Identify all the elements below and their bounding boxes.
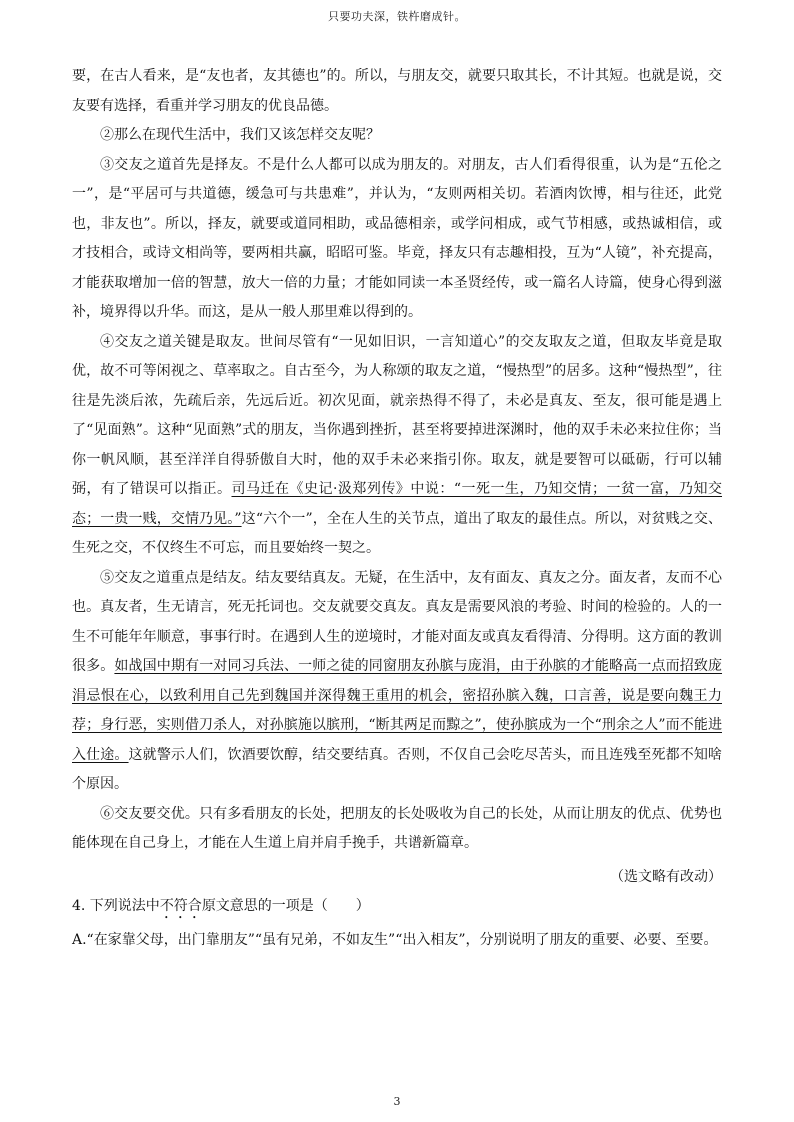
question-prefix: 4. 下列说法中 — [72, 898, 160, 914]
paragraph-6: ⑥交友要交优。只有多看朋友的长处，把朋友的长处吸收为自己的长处，从而让朋友的优点、优势也能体现在自己身上，才能在人生道上肩并肩手挽手，共谱新篇章。 — [72, 805, 722, 851]
question-suffix: 原文意思的一项是（ ） — [201, 898, 370, 914]
paragraph-4-text-a: ④交友之道关键是取友。世间尽管有“一见如旧识，一言知道心”的交友取友之道，但取友毕竟是取优，故不可等闲视之、草率取之。自古至今，为人称颂的取友之道，“慢热型”的居多。这种“慢热型”，往往是先淡后浓，先疏后亲，先远后近。初次见面，就亲热得不得了，未必是真友、至友，很可能是遇上了“见面熟”。这种“见面熟”式的朋友，当你遇到挫折，甚至将要掉进深渊时，他的双手未必来拉住你；当你一帆风顺，甚至洋洋自得骄傲自大时，他的双手未必来指引你。取友，就是要智可以砥砺，行可以辅弼，有了错误可以指正。 — [72, 333, 722, 497]
source-note: （选文略有改动） — [610, 868, 722, 885]
page-number: 3 — [393, 1095, 401, 1108]
paragraph-5-text-b: 这就警示人们，饮酒要饮醇，结交要结真。否则，不仅自己会吃尽苦头，而且连残至死都不知啥个原因。 — [72, 746, 723, 792]
paragraph-2: ②那么在现代生活中，我们又该怎样交友呢？ — [100, 127, 380, 143]
option-a: A.“在家靠父母，出门靠朋友”“虽有兄弟，不如友生”“出入相友”，分别说明了朋友的重要、必要、至要。 — [72, 932, 718, 948]
paragraph-5-text-a: ⑤交友之道重点是结友。结友要结真友。无疑，在生活中，友有面友、真友之分。面友者，友而不心也。真友者，生无请言，死无托词也。交友就要交真友。真友是需要风浪的考验、时间的检验的。人的一生不可能年年顺意，事事行时。在遇到人生的逆境时，才能对面友或真友看得清、分得明。这方面的教训很多。 — [72, 569, 722, 674]
paragraph-4-text-b: 这“六个一”，全在人生的关节点，道出了取友的最佳点。所以，对贫贱之交、生死之交，不仅终生不可忘，而且要始终一契之。 — [72, 510, 722, 556]
paragraph-3: ③交友之道首先是择友。不是什么人都可以成为朋友的。对朋友，古人们看得很重，认为是“五伦之一”，是“平居可与共道德，缓急可与共患难”，并认为，“友则两相关切。若酒肉饮博，相与往还，此党也，非友也”。所以，择友，就要或道同相助，或品德相亲，或学问相成，或气节相感，或热诚相信，或才技相合，或诗文相尚等，要两相共赢，昭昭可鉴。毕竟，择友只有志趣相投，互为“人镜”，补充提高，才能获取增加一倍的智慧，放大一倍的力量；才能如同读一本圣贤经传，或一篇名人诗篇，使身心得到滋补，境界得以升华。而这，是从一般人那里难以得到的。 — [72, 156, 722, 320]
article-body — [72, 62, 722, 956]
paragraph-5-underlined-example: 如战国中期有一对同习兵法、一师之徒的同窗朋友孙膑与庞涓，由于孙膑的才能略高一点而招致庞涓忌恨在心，以致利用自己先到魏国并深得魏王重用的机会，密招孙膑入魏，口言善，说是要向魏王力荐；身行恶，实则借刀杀人，对孙膑施以膑刑，“断其两足而黥之”，使孙膑成为一个“刑余之人”而不能进入仕途。 — [72, 658, 723, 763]
paragraph-1-tail: 要，在古人看来，是“友也者，友其德也”的。所以，与朋友交，就要只取其长，不计其短。也就是说，交友要有选择，看重并学习朋友的优良品德。 — [72, 68, 722, 114]
question-emphasis: 不符合 — [159, 898, 202, 914]
paragraph-5 — [72, 564, 722, 800]
question-4 — [72, 892, 722, 922]
paragraph-4-underlined-quote: 司马迁在《史记·汲郑列传》中说：“一死一生，乃知交情；一贫一富，乃知交态；一贵一贱，交情乃见。” — [72, 481, 723, 527]
page-header-slogan: 只要功夫深，铁杵磨成针。 — [328, 10, 466, 23]
paragraph-4 — [72, 328, 722, 564]
